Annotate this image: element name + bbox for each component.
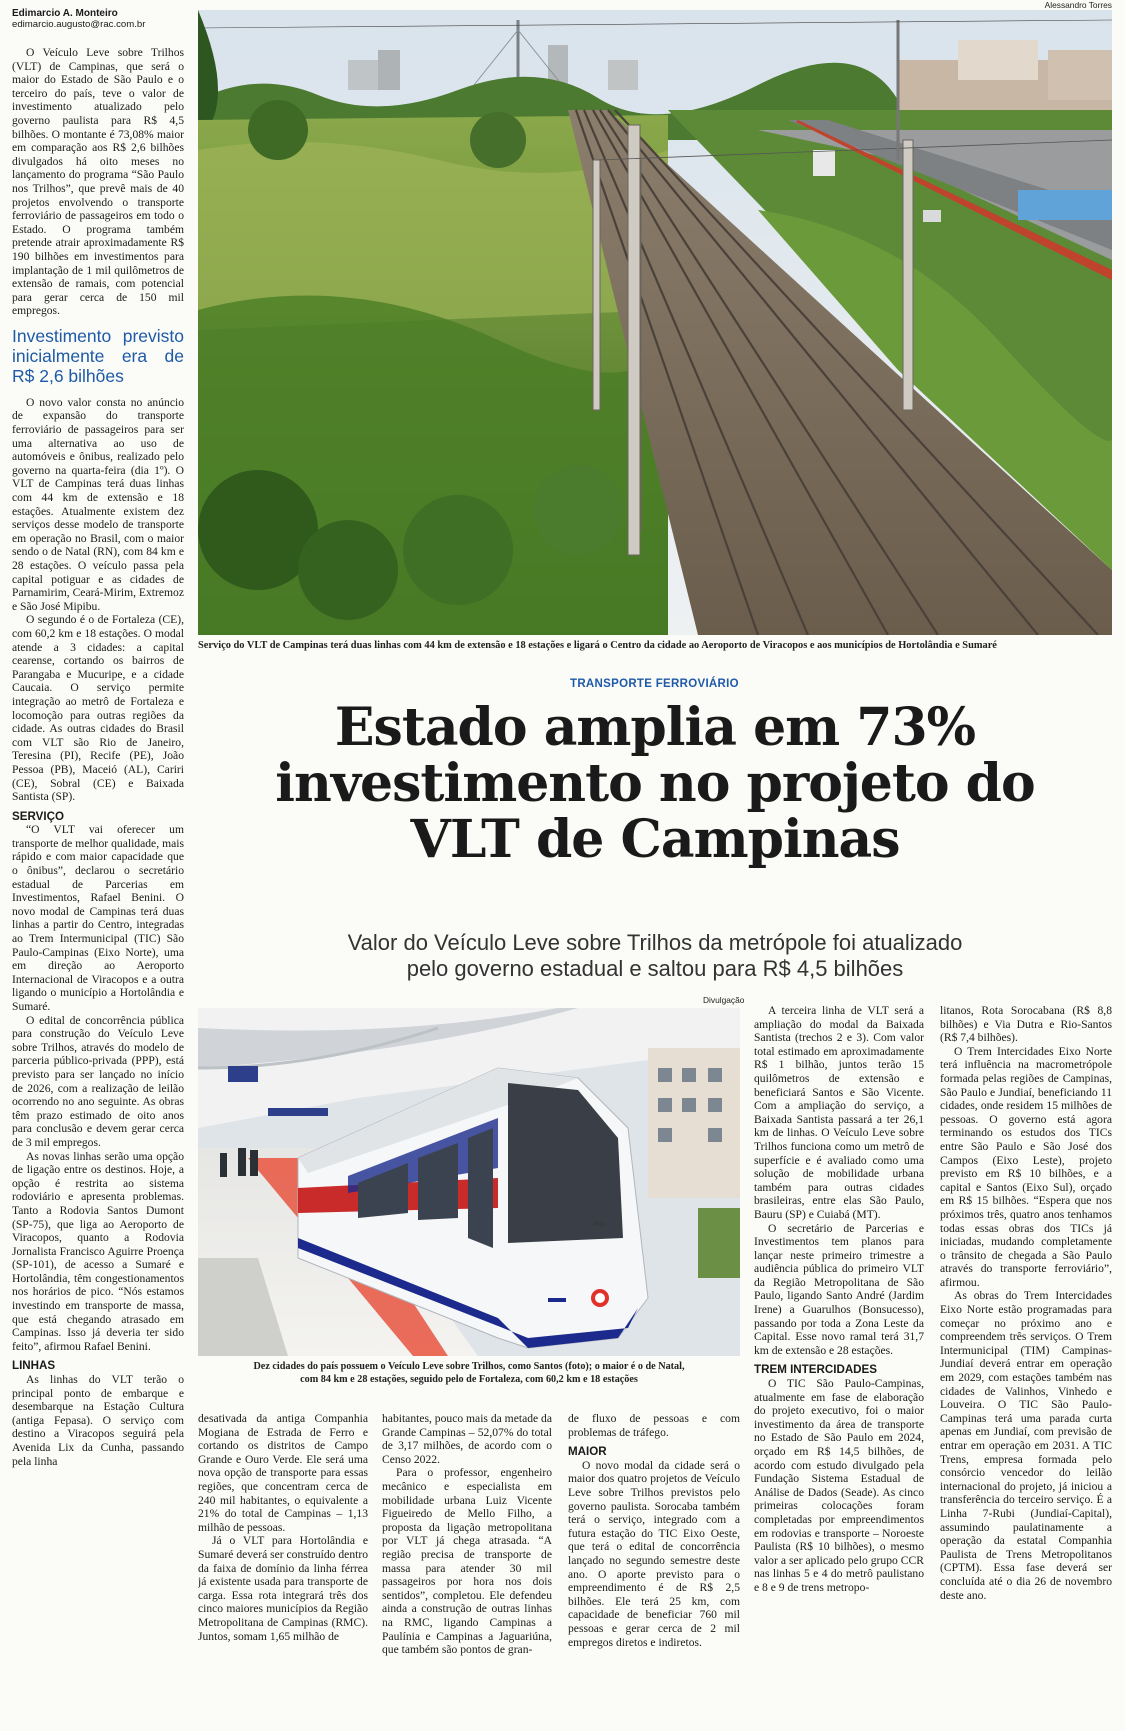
headline-line-1: Estado amplia em 73% xyxy=(334,697,976,758)
col1-heading-servico: SERVIÇO xyxy=(12,809,64,823)
column-5 xyxy=(754,1004,924,1731)
col5-paragraph-2: O secretário de Parcerias e Investimentos tem planos para lançar neste primeiro trimestre a audiência pública do primeiro VLT da Região Metropolitana de São Paulo, ligando Santo André (Jardim Irene) a Guarulhos (Bonsucesso), passando por toda a Zona Leste da Capital. Esse novo ramal terá 31,7 km de extensão e 28 estações. xyxy=(754,1221,924,1357)
tram-number: 4001 xyxy=(593,1222,607,1228)
col1-paragraph-3: O segundo é o de Fortaleza (CE), com 60,2 km e 18 estações. O modal atende a 3 cidades: a capital cearense, cortando os bairros de Parangaba e Mucuripe, e a cidade Caucaia. O serviço permite integração ao metrô de Fortaleza e locomoção para outras regiões da cidade. As outras cidades do Brasil com VLT são Rio de Janeiro, Teresina (PI), Recife (PE), João Pessoa (PB), Maceió (AL), Cariri (CE), Sobral (CE) e Baixada Santista (SP). xyxy=(12,613,184,804)
col3-paragraph-2: Para o professor, engenheiro mecânico e especialista em mobilidade urbana Luiz Vicente Figueiredo de Mello Filho, a proposta da ligação metropolitana por VLT já chega atrasada. “A região precisa de transporte de massa para atender 30 mil passageiros por hora nos dois sentidos”, completou. Ele defendeu ainda a construção de outras linhas na RMC, ligando Campinas a Paulínia e Campinas a Jaguariúna, que também são pontos de gran- xyxy=(382,1466,552,1657)
byline xyxy=(12,8,192,30)
col4-heading-maior: MAIOR xyxy=(568,1445,607,1459)
deck-line-1: Valor do Veículo Leve sobre Trilhos da metrópole foi atualizado xyxy=(347,930,963,955)
col6-paragraph-3: As obras do Trem Intercidades Eixo Norte estão programadas para começar no próximo ano e compreendem três serviços. O Trem Intermunicipal (TIM) Campinas-Jundiaí deverá entrar em operação em 2029, com estações também nas cidades de Valinhos, Vinhedo e Louveira. O TIC São Paulo-Campinas terá uma parada curta apenas em Jundiaí, com previsão de entrar em operação em 2031. A TIC Trens, empresa formada pelo consórcio vencedor do leilão internacional do projeto, já iniciou a transferência do terceiro serviço. É a Linha 7-Rubi (Jundiaí-Capital), assumindo paulatinamente a operação da estatal Companhia Paulista de Trens Metropolitanos (CPTM). Essa fase deverá ser concluída até o dia 26 de novembro deste ano. xyxy=(940,1289,1112,1602)
col5-paragraph-1: A terceira linha de VLT será a ampliação do modal da Baixada Santista (trechos 2 e 3). Com valor total estimado em aproximadamente R$ 1 bilhão, juntos terão 15 quilômetros de extensão e beneficiará Santos e São Vicente. Com a ampliação do serviço, a Baixada Santista passará a ter 26,1 km de linhas. O Veículo Leve sobre Trilhos funciona como um metrô de superfície e é avaliado como uma solução de mobilidade urbana também para outras cidades brasileiras, entre elas São Paulo, Bauru (SP) e Cuiabá (MT). xyxy=(754,1004,924,1221)
photo2-credit: Divulgação xyxy=(703,995,745,1005)
col6-paragraph-1: litanos, Rota Sorocabana (R$ 8,8 bilhões) e Via Dutra e Rio-Santos (R$ 7,4 bilhões). xyxy=(940,1004,1112,1045)
col4-paragraph-2: O novo modal da cidade será o maior dos quatro projetos de Veículo Leve sobre Trilhos previstos pelo governo paulista. Sorocaba também terá o serviço, integrado com a futura estação do TIC Eixo Oeste, que terá o edital de concorrência lançado no segundo semestre deste ano. O aporte previsto para o empreendimento é de R$ 2,5 bilhões. Ele terá 25 km, com capacidade de beneficiar 760 mil pessoas e gerar cerca de 2 mil empregos diretos e indiretos. xyxy=(568,1458,740,1649)
deck xyxy=(198,930,1112,982)
column-1 xyxy=(12,46,184,1731)
photo-tram xyxy=(198,1008,740,1356)
headline-line-3: VLT de Campinas xyxy=(410,809,900,870)
headline xyxy=(198,697,1112,870)
col1-paragraph-4: “O VLT vai oferecer um transporte de melhor qualidade, mais rápido e com maior capacidade que o ônibus”, declarou o secretário estadual de Parcerias em Investimentos, Rafael Benini. O novo modal de Campinas terá duas linhas a partir do Centro, integradas ao Trem Intermunicipal (TIC) São Paulo-Campinas (Eixo Norte), uma em direção ao Aeroporto Internacional de Viracopos e a outra ligando o município a Hortolândia e Sumaré. xyxy=(12,823,184,1013)
col2-paragraph-2: Já o VLT para Hortolândia e Sumaré deverá ser construído dentro da faixa de domínio da linha férrea já existente usada para transporte de carga. Essa rota integrará três dos cinco maiores municípios da Região Metropolitana de Campinas (RMC). Juntos, somam 1,65 milhão de xyxy=(198,1534,368,1643)
col1-paragraph-1: O Veículo Leve sobre Trilhos (VLT) de Campinas, que será o maior do Estado de São Paulo e o terceiro do país, teve o valor de investimento atualizado pelo governo paulista para R$ 4,5 bilhões. O montante é 73,08% maior em comparação aos R$ 2,6 bilhões divulgados há oito meses no lançamento do programa “São Paulo nos Trilhos”, que prevê mais de 40 projetos envolvendo o transporte ferroviário de passageiros em todo o Estado. O programa também pretende atrair aproximadamente R$ 190 bilhões em investimentos para implantação de 1 mil quilômetros de extensão de ramais, com potencial para gerar cerca de 150 mil empregos. xyxy=(12,46,184,318)
col6-paragraph-2: O Trem Intercidades Eixo Norte terá influência na macrometrópole formada pelas regiões de Campinas, São Paulo e Jundiaí, beneficiando 11 cidades, onde residem 15 milhões de pessoas. O governo está agora terminando os estudos dos TICs entre São Paulo e São José dos Campos (Eixo Leste), projeto previsto em R$ 10 bilhões, e a capital e Santos (Eixo Sul), orçado em R$ 15 bilhões. “Espera que nos próximos três, quatro anos tenhamos todas essas obras dos TICs já iniciadas, mudando completamente o trânsito de chegada a São Paulo através do transporte ferroviário”, afirmou. xyxy=(940,1044,1112,1289)
column-2 xyxy=(198,1412,368,1731)
photo2-caption-line-1: Dez cidades do país possuem o Veículo Leve sobre Trilhos, como Santos (foto); o maior é o de Natal, xyxy=(253,1361,685,1372)
col1-paragraph-2: O novo valor consta no anúncio de expansão do transporte ferroviário de passageiros para ser uma alternativa ao uso de automóveis e ônibus, realizado pelo governo na quarta-feira (dia 1º). O VLT de Campinas terá duas linhas com 44 km de extensão e 18 estações. Atualmente existem dez serviços desse modelo de transporte em operação no Brasil, com o maior sendo o de Natal (RN), com 84 km e 28 estações. O veículo passa pela capital potiguar e as cidades de Parnamirim, Ceará-Mirim, Extremoz e São José Mipibu. xyxy=(12,395,184,613)
col1-paragraph-7: As linhas do VLT terão o principal ponto de embarque e desembarque na Estação Cultura (antiga Fepasa). O serviço com destino a Viracopos seguirá pela Avenida Lix da Cunha, passando pela linha xyxy=(12,1373,184,1468)
col1-subhead: Investimento previsto inicialmente era de R$ 2,6 bilhões xyxy=(12,325,184,386)
col2-paragraph-1: desativada da antiga Companhia Mogiana de Estrada de Ferro e cortando os distritos de Campo Grande e Ouro Verde. Ele será uma nova opção de transporte para essas regiões, que concentram cerca de 240 mil habitantes, o equivalente a 21% do total de Campinas – 1,13 milhão de pessoas. xyxy=(198,1412,368,1534)
photo2-caption xyxy=(198,1360,740,1386)
col1-paragraph-5: O edital de concorrência pública para construção do Veículo Leve sobre Trilhos, através do modelo de parceria público-privada (PPP), está previsto para ser lançado no início de 2026, com a realização de leilão ocorrendo no ano seguinte. As obras têm prazo estimado de oito anos para conclusão e devem gerar cerca de 3 mil empregos. xyxy=(12,1013,184,1149)
photo2-caption-line-2: com 84 km e 28 estações, seguido pelo de Fortaleza, com 60,2 km e 18 estações xyxy=(300,1374,638,1385)
col5-paragraph-3: O TIC São Paulo-Campinas, atualmente em fase de elaboração do projeto executivo, foi o maior investimento da área de transporte no Estado de São Paulo em 2024, orçado em R$ 14,5 bilhões, de acordo com estudo divulgado pela Fundação Sistema Estadual de Análise de Dados (Seade). As cinco primeiras colocações foram completadas por empreendimentos em rodovias e transporte – Noroeste Paulista (R$ 10 bilhões), o mesmo valor a ser aplicado pelo grupo CCR nas linhas 5 e 4 do metrô paulistano e 8 e 9 de trens metropo- xyxy=(754,1377,924,1594)
col1-paragraph-6: As novas linhas serão uma opção de ligação entre os destinos. Hoje, a opção é restrita ao sistema rodoviário e apresenta problemas. Tanto a Rodovia Santos Dumont (SP-75), que liga ao Aeroporto de Viracopos, quanto a Rodovia Jornalista Francisco Aguirre Proença (SP-101), de acesso a Sumaré e Hortolândia, têm congestionamentos nos horários de pico. “Nós estamos investindo em transporte de massa, que está chegando atrasado em Campinas. Isso já deveria ter sido feito”, afirmou Rafael Benini. xyxy=(12,1149,184,1353)
col4-paragraph-1: de fluxo de pessoas e com problemas de tráfego. xyxy=(568,1412,740,1439)
deck-line-2: pelo governo estadual e saltou para R$ 4,5 bilhões xyxy=(406,956,904,981)
kicker: TRANSPORTE FERROVIÁRIO xyxy=(570,678,739,690)
photo1-credit: Alessandro Torres xyxy=(1044,0,1112,10)
photo-railway xyxy=(198,10,1112,635)
column-6 xyxy=(940,1004,1112,1731)
byline-email: edimarcio.augusto@rac.com.br xyxy=(12,19,146,30)
col5-heading-trem: TREM INTERCIDADES xyxy=(754,1363,878,1377)
byline-name: Edimarcio A. Monteiro xyxy=(12,8,118,19)
column-4 xyxy=(568,1412,740,1731)
photo1-caption: Serviço do VLT de Campinas terá duas linhas com 44 km de extensão e 18 estações e ligará o Centro da cidade ao Aeroporto de Viracopos e aos municípios de Hortolândia e Sumaré xyxy=(198,640,997,651)
column-3 xyxy=(382,1412,552,1731)
col1-heading-linhas: LINHAS xyxy=(12,1359,56,1373)
headline-line-2: investimento no projeto do xyxy=(275,753,1035,814)
col3-paragraph-1: habitantes, pouco mais da metade da Grande Campinas – 52,07% do total de 3,17 milhões, de acordo com o Censo 2022. xyxy=(382,1412,552,1466)
